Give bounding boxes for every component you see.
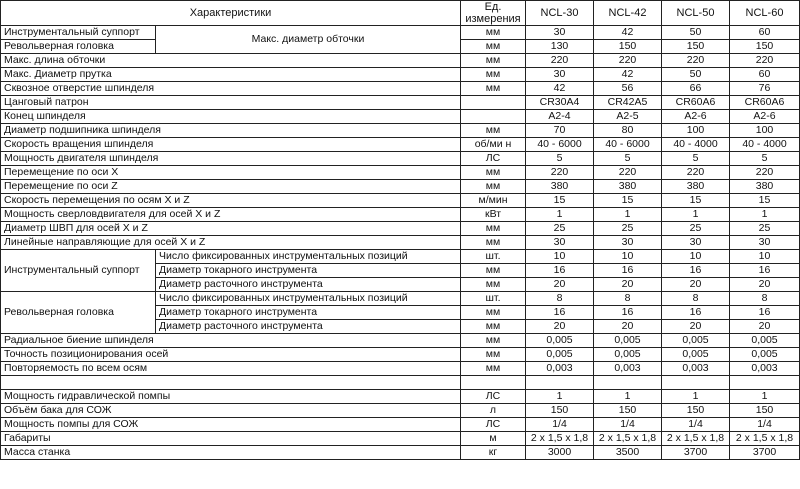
row-value: 380 — [662, 180, 730, 194]
row-label: Точность позиционирования осей — [1, 348, 461, 362]
header-unit — [461, 1, 526, 26]
row-unit: мм — [461, 264, 526, 278]
header-model: NCL-50 — [662, 1, 730, 26]
table-row — [1, 236, 800, 250]
row-value: 0,003 — [662, 362, 730, 376]
row-value: 25 — [662, 222, 730, 236]
row-label: Сквозное отверстие шпинделя — [1, 82, 461, 96]
row-value: 150 — [730, 404, 800, 418]
row-unit: мм — [461, 82, 526, 96]
group-label: Инструментальный суппорт — [1, 250, 156, 292]
row-value: A2-6 — [662, 110, 730, 124]
table-row — [1, 208, 800, 222]
row-label: Перемещение по оси X — [1, 166, 461, 180]
row-unit: мм — [461, 180, 526, 194]
row-value: 10 — [662, 250, 730, 264]
table-row — [1, 432, 800, 446]
row-unit — [461, 110, 526, 124]
row-unit: шт. — [461, 250, 526, 264]
row-value: 40 - 6000 — [594, 138, 662, 152]
row-value: 220 — [662, 166, 730, 180]
row-value: 60 — [730, 68, 800, 82]
row-value: 8 — [662, 292, 730, 306]
row-value: 3000 — [526, 446, 594, 460]
row-unit: ЛС — [461, 152, 526, 166]
row-unit: мм — [461, 306, 526, 320]
row-value: 25 — [526, 222, 594, 236]
table-row — [1, 194, 800, 208]
row-value: 8 — [526, 292, 594, 306]
row-value: A2-5 — [594, 110, 662, 124]
row-value: 5 — [594, 152, 662, 166]
row-label: Масса станка — [1, 446, 461, 460]
table-row — [1, 110, 800, 124]
row-label: Скорость перемещения по осям X и Z — [1, 194, 461, 208]
table-row — [1, 334, 800, 348]
row-value: 20 — [662, 320, 730, 334]
row-value: 380 — [730, 180, 800, 194]
row-value: 20 — [730, 320, 800, 334]
row-sublabel: Диаметр расточного инструмента — [156, 278, 461, 292]
blank-cell — [662, 376, 730, 390]
row-value: 20 — [662, 278, 730, 292]
blank-cell — [461, 376, 526, 390]
table-row — [1, 82, 800, 96]
row-label: Конец шпинделя — [1, 110, 461, 124]
row-value: 15 — [526, 194, 594, 208]
row-value: 8 — [594, 292, 662, 306]
header-row — [1, 1, 800, 26]
row-value: 15 — [730, 194, 800, 208]
row-label: Линейные направляющие для осей X и Z — [1, 236, 461, 250]
row-value: 20 — [526, 320, 594, 334]
blank-cell — [526, 376, 594, 390]
row-value: 3700 — [662, 446, 730, 460]
row-value: 2 x 1,5 x 1,8 — [730, 432, 800, 446]
row-value: 40 - 4000 — [730, 138, 800, 152]
row-sublabel: Диаметр токарного инструмента — [156, 306, 461, 320]
row-value: A2-6 — [730, 110, 800, 124]
row-value: 5 — [662, 152, 730, 166]
row-sublabel: Число фиксированных инструментальных позиций — [156, 250, 461, 264]
row-sublabel: Диаметр расточного инструмента — [156, 320, 461, 334]
row-value: 80 — [594, 124, 662, 138]
row-value: 40 - 4000 — [662, 138, 730, 152]
row-value: 1/4 — [730, 418, 800, 432]
row-label: Цанговый патрон — [1, 96, 461, 110]
row-value: 150 — [730, 40, 800, 54]
row-unit — [461, 96, 526, 110]
row-value: CR60A6 — [730, 96, 800, 110]
row-value: 5 — [526, 152, 594, 166]
row-unit: мм — [461, 222, 526, 236]
table-row — [1, 180, 800, 194]
row-value: 1 — [526, 208, 594, 222]
row-value: 220 — [526, 54, 594, 68]
row-label: Инструментальный суппорт — [1, 26, 156, 40]
row-label: Габариты — [1, 432, 461, 446]
row-value: 0,003 — [526, 362, 594, 376]
row-value: 30 — [730, 236, 800, 250]
row-unit: мм — [461, 166, 526, 180]
row-value: 0,003 — [594, 362, 662, 376]
row-value: 10 — [730, 250, 800, 264]
simple-rows — [1, 54, 800, 250]
blank-section — [1, 376, 800, 390]
row-value: 2 x 1,5 x 1,8 — [662, 432, 730, 446]
row-unit: л — [461, 404, 526, 418]
table-row — [1, 390, 800, 404]
row-value: 150 — [594, 40, 662, 54]
row-value: 220 — [730, 166, 800, 180]
blank-cell — [1, 376, 461, 390]
row-unit: мм — [461, 40, 526, 54]
row-value: 0,005 — [526, 348, 594, 362]
row-value: 380 — [526, 180, 594, 194]
row-value: 70 — [526, 124, 594, 138]
row-value: 220 — [526, 166, 594, 180]
row-unit: об/ми н — [461, 138, 526, 152]
row-value: 42 — [594, 26, 662, 40]
row-unit: кВт — [461, 208, 526, 222]
row-value: 220 — [662, 54, 730, 68]
row-label: Перемещение по оси Z — [1, 180, 461, 194]
row-value: 25 — [594, 222, 662, 236]
row-value: CR30A4 — [526, 96, 594, 110]
row-label: Мощность гидравлической помпы — [1, 390, 461, 404]
row-unit: мм — [461, 68, 526, 82]
row-label: Мощность сверловдвигателя для осей X и Z — [1, 208, 461, 222]
table-row — [1, 446, 800, 460]
row-unit: мм — [461, 236, 526, 250]
row-value: 1 — [526, 390, 594, 404]
row-value: 16 — [730, 264, 800, 278]
row-value: 1 — [662, 390, 730, 404]
row-value: 20 — [730, 278, 800, 292]
row-label: Диаметр подшипника шпинделя — [1, 124, 461, 138]
row-value: 15 — [662, 194, 730, 208]
header-unit-line2: измерения — [465, 13, 521, 25]
row-sublabel: Диаметр токарного инструмента — [156, 264, 461, 278]
row-value: 150 — [662, 40, 730, 54]
row-value: 150 — [526, 404, 594, 418]
row-value: 1 — [594, 208, 662, 222]
table-row — [1, 404, 800, 418]
row-value: 130 — [526, 40, 594, 54]
row-value: 16 — [594, 264, 662, 278]
row-unit: мм — [461, 348, 526, 362]
row-value: 30 — [662, 236, 730, 250]
row-value: 42 — [594, 68, 662, 82]
group-label: Револьверная головка — [1, 292, 156, 334]
row-value: 20 — [594, 320, 662, 334]
row-value: 30 — [526, 26, 594, 40]
table-row — [1, 362, 800, 376]
row-value: 16 — [662, 264, 730, 278]
row-value: 20 — [594, 278, 662, 292]
tool-post-group — [1, 250, 800, 292]
header-model: NCL-42 — [594, 1, 662, 26]
table-row — [1, 222, 800, 236]
row-label: Револьверная головка — [1, 40, 156, 54]
row-value: 10 — [526, 250, 594, 264]
row-sublabel: Макс. диаметр обточки — [156, 26, 461, 54]
row-value: 100 — [662, 124, 730, 138]
row-value: 2 x 1,5 x 1,8 — [526, 432, 594, 446]
row-value: 1/4 — [594, 418, 662, 432]
row-unit: м/мин — [461, 194, 526, 208]
row-value: 16 — [594, 306, 662, 320]
row-value: 76 — [730, 82, 800, 96]
table-row — [1, 250, 800, 264]
row-value: 1/4 — [526, 418, 594, 432]
row-value: 30 — [526, 68, 594, 82]
row-value: 150 — [594, 404, 662, 418]
row-value: 1 — [730, 208, 800, 222]
blank-row — [1, 376, 800, 390]
row-unit: мм — [461, 362, 526, 376]
row-label: Повторяемость по всем осям — [1, 362, 461, 376]
row-value: 0,005 — [594, 348, 662, 362]
row-value: 15 — [594, 194, 662, 208]
row-value: 5 — [730, 152, 800, 166]
row-label: Макс. длина обточки — [1, 54, 461, 68]
table-row — [1, 124, 800, 138]
table-row — [1, 96, 800, 110]
row-value: 220 — [594, 54, 662, 68]
row-value: 220 — [594, 166, 662, 180]
row-value: 220 — [730, 54, 800, 68]
row-value: 0,005 — [730, 348, 800, 362]
row-unit: ЛС — [461, 418, 526, 432]
header-unit-line1: Ед. — [484, 1, 502, 13]
row-label: Макс. Диаметр прутка — [1, 68, 461, 82]
row-unit: кг — [461, 446, 526, 460]
row-value: 16 — [526, 306, 594, 320]
row-value: 25 — [730, 222, 800, 236]
table-row — [1, 54, 800, 68]
row-value: 42 — [526, 82, 594, 96]
row-value: A2-4 — [526, 110, 594, 124]
table-row — [1, 166, 800, 180]
row-unit: мм — [461, 334, 526, 348]
header-model: NCL-30 — [526, 1, 594, 26]
row-value: 16 — [662, 306, 730, 320]
row-value: 3500 — [594, 446, 662, 460]
row-value: 8 — [730, 292, 800, 306]
row-value: 56 — [594, 82, 662, 96]
row-value: CR60A6 — [662, 96, 730, 110]
row-value: 0,005 — [662, 348, 730, 362]
row-value: 1 — [730, 390, 800, 404]
row-label: Мощность помпы для СОЖ — [1, 418, 461, 432]
header-characteristics: Характеристики — [1, 1, 461, 26]
row-value: 20 — [526, 278, 594, 292]
row-unit: мм — [461, 54, 526, 68]
row-unit: мм — [461, 124, 526, 138]
row-value: 150 — [662, 404, 730, 418]
row-unit: мм — [461, 26, 526, 40]
row-label: Диаметр ШВП для осей X и Z — [1, 222, 461, 236]
row-value: CR42A5 — [594, 96, 662, 110]
row-unit: шт. — [461, 292, 526, 306]
row-unit: мм — [461, 320, 526, 334]
header-model: NCL-60 — [730, 1, 800, 26]
row-value: 2 x 1,5 x 1,8 — [594, 432, 662, 446]
row-value: 60 — [730, 26, 800, 40]
simple-rows-3 — [1, 390, 800, 460]
row-value: 66 — [662, 82, 730, 96]
row-label: Мощность двигателя шпинделя — [1, 152, 461, 166]
blank-cell — [730, 376, 800, 390]
table-row — [1, 418, 800, 432]
row-value: 0,005 — [594, 334, 662, 348]
row-value: 16 — [730, 306, 800, 320]
row-label: Скорость вращения шпинделя — [1, 138, 461, 152]
row-value: 10 — [594, 250, 662, 264]
row-value: 50 — [662, 26, 730, 40]
row-value: 1/4 — [662, 418, 730, 432]
row-unit: м — [461, 432, 526, 446]
table-row — [1, 348, 800, 362]
row-value: 40 - 6000 — [526, 138, 594, 152]
row-value: 100 — [730, 124, 800, 138]
row-unit: ЛС — [461, 390, 526, 404]
table-row — [1, 152, 800, 166]
table-row — [1, 26, 800, 40]
table-row — [1, 68, 800, 82]
turret-group — [1, 292, 800, 334]
row-value: 380 — [594, 180, 662, 194]
table-row — [1, 292, 800, 306]
row-value: 0,005 — [526, 334, 594, 348]
row-value: 50 — [662, 68, 730, 82]
row-unit: мм — [461, 278, 526, 292]
row-sublabel: Число фиксированных инструментальных позиций — [156, 292, 461, 306]
blank-cell — [594, 376, 662, 390]
row-value: 3700 — [730, 446, 800, 460]
row-value: 0,005 — [662, 334, 730, 348]
row-value: 1 — [662, 208, 730, 222]
row-value: 0,003 — [730, 362, 800, 376]
row-value: 1 — [594, 390, 662, 404]
row-label: Радиальное биение шпинделя — [1, 334, 461, 348]
row-value: 30 — [594, 236, 662, 250]
row-value: 0,005 — [730, 334, 800, 348]
simple-rows-2 — [1, 334, 800, 376]
row-value: 16 — [526, 264, 594, 278]
row-value: 30 — [526, 236, 594, 250]
table-row — [1, 138, 800, 152]
row-label: Объём бака для СОЖ — [1, 404, 461, 418]
